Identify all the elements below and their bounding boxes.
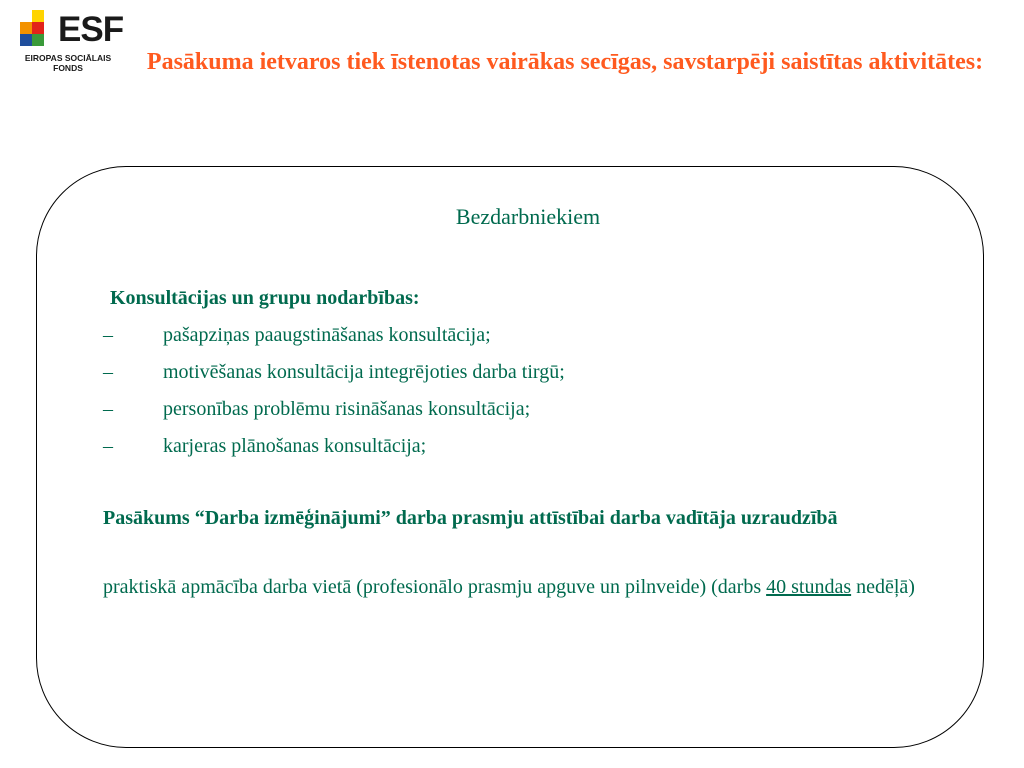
esf-logo-mark-icon (18, 8, 58, 48)
bullet-text: motivēšanas konsultācija integrējoties darba tirgū; (163, 361, 565, 383)
bullet-text: personības problēmu risināšanas konsultācija; (163, 398, 531, 420)
measure-description-part1: praktiskā apmācība darba vietā (profesionālo prasmju apguve un pilnveide) (darbs (103, 576, 767, 598)
logo-subtitle (18, 53, 118, 73)
bullet-text: pašapziņas paaugstināšanas konsultācija; (163, 324, 491, 346)
measure-description-part2: nedēļā) (851, 576, 915, 598)
panel-sub-heading: Konsultācijas un grupu nodarbības: (110, 287, 420, 309)
bullet-dash: – (103, 324, 113, 346)
slide-title: Pasākuma ietvaros tiek īstenotas vairākas secīgas, savstarpēji saistītas aktivitātes: (146, 49, 984, 75)
measure-description (103, 572, 1023, 602)
bullet-dash: – (103, 398, 113, 420)
logo-subtitle-line2: FONDS (53, 63, 83, 73)
logo-subtitle-line1: EIROPAS SOCIĀLAIS (24, 53, 112, 63)
esf-logo (18, 8, 124, 88)
panel-heading: Bezdarbniekiem (455, 204, 601, 229)
bullet-text: karjeras plānošanas konsultācija; (163, 435, 427, 457)
bullet-dash: – (103, 435, 113, 457)
bullet-dash: – (103, 361, 113, 383)
logo-text: ESF (58, 10, 124, 49)
measure-hours: 40 stundas (766, 576, 852, 598)
measure-title: Pasākums “Darba izmēģinājumi” darba prasmju attīstībai darba vadītāja uzraudzībā (103, 507, 838, 529)
